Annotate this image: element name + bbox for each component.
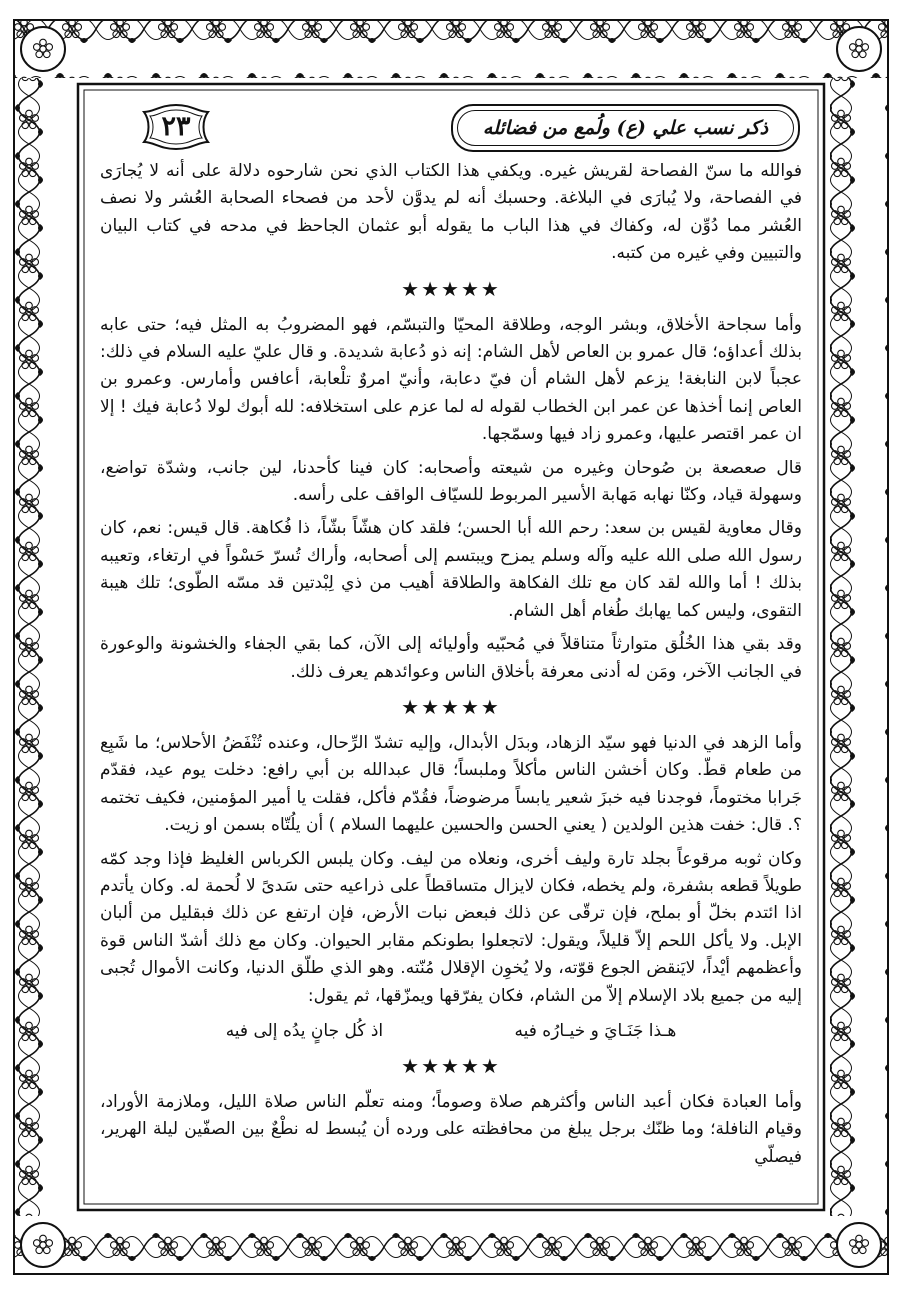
section-separator: ★★★★★: [401, 694, 501, 719]
paragraph: وأما العبادة فكان أعبد الناس وأكثرهم صلاة وصوماً؛ ومنه تعلّم الناس صلاة الليل، وملازمة الأوراد، وقيام النافلة؛ وما ظنّك برجل يبلغ من محافظته على ورده أن يُبسط له نطْعٌ بين الصفّين ليلة الهرير، فيصلّي: [100, 1091, 802, 1167]
paragraph: وكان ثوبه مرقوعاً بجلد تارة وليف أخرى، ونعلاه من ليف. وكان يلبس الكرباس الغليظ فإذا وجد كمّه طويلاً قطعه بشفرة، ولم يخطه، فكان لايزال متساقطاً على ذراعيه حتى سَدىً لا لُحمة له. وكان يأتدم اذا ائتدم بخلّ أو بملح، فإن ترقّى عن ذلك فبعض نبات الأرض، فإن ارتفع عن ذلك فبقليل من ألبان الإبل. ولا يأكل اللحم إلاّ قليلاً، ويقول: لاتجعلوا بطونكم مقابر الحيوان. وكان مع ذلك أشدّ الناس قوة وأعظمهم أيْداً، لايَنقض الجوع قوّته، ولا يُخوِن الإقلال مُنّته. وهو الذي طلّق الدنيا، وكانت الأموال تُجبى إليه من جميع بلاد الإسلام إلاّ من الشام، فكان يفرّقها ويمزّقها، ثم يقول:: [100, 848, 802, 1006]
section-separator: ★★★★★: [401, 276, 501, 301]
paragraph: وأما سجاحة الأخلاق، وبشر الوجه، وطلاقة المحيّا والتبسّم، فهو المضروبُ به المثل فيه؛ حتى عابه بذلك أعداؤه؛ قال عمرو بن العاص لأهل الشام: إنه ذو دُعابة شديدة. و قال عليّ عليه السلام في ذلك: عجباً لابن النابغة! يزعم لأهل الشام أن فيّ دعابة، وأنيّ امروٌ تلْعابة، أعافس وأمارس. وعمرو بن العاص إنما أخذها عن عمر ابن الخطاب لقوله له لما عزم على استخلافه: لله أبوك لولا دُعابة فيك ! إلا ان عمر اقتصر عليها، وعمرو زاد فيها وسمّجها.: [100, 314, 802, 445]
page-header: [100, 102, 800, 154]
verse-first-hemistich: هـذا جَنَـايَ و خيـارُه فيه: [514, 1020, 677, 1041]
paragraph: وأما الزهد في الدنيا فهو سيّد الزهاد، وبدَل الأبدال، وإليه تشدّ الرِّحال، وعنده تُنْفَضُ الأحلاس؛ ما شَبِع من طعام قطّ. وكان أخشن الناس مأكلاً وملبساً؛ قال عبدالله بن أبي رافع: دخلت يوم عيد، فقدّم جَرابا مختوماً، فوجدنا فيه خبزَ شعير يابساً مرضوضاً، فقُدّم فأكل، فقلت يا أمير المؤمنين، فكيف تختمه ؟. قال: خفت هذين الولدين ( يعني الحسن والحسين عليهما السلام ) أن يلُتّاه بسمن او زيت.: [100, 732, 802, 836]
chapter-title: ذكر نسب علي (ع) ولُمع من فضائله: [457, 110, 794, 146]
page-number: ٢٣: [161, 111, 191, 142]
section-separator: ★★★★★: [401, 1053, 501, 1078]
paragraph: وقد بقي هذا الخُلُق متوارثاً متناقلاً في مُحبّيه وأوليائه إلى الآن، كما بقي الجفاء والخشونة والوعورة في الجانب الآخر، ومَن له أدنى معرفة بأخلاق الناس وعوائدهم يعرف ذلك.: [100, 634, 802, 682]
verse-second-hemistich: اذ كُل جانٍ يدُه إلى فيه: [225, 1020, 384, 1041]
paragraph: وقال معاوية لقيس بن سعد: رحم الله أبا الحسن؛ فلقد كان هشّاً بشّاً، ذا فُكاهة. قال قيس: نعم، كان رسول الله صلى الله عليه وآله وسلم يمزح ويبتسم إلى أصحابه، وأراك تُسرّ حَسْواً في ارتغاء، وتعيبه بذلك ! أما والله لقد كان مع تلك الفكاهة والطلاقة أهيب من ذي لِبْدتين قد مسّه الطّوى؛ تلك هيبة التقوى، وليس كما يهابك طُغام أهل الشام.: [100, 518, 802, 621]
paragraph: فوالله ما سنّ الفصاحة لقريش غيره. ويكفي هذا الكتاب الذي نحن شارحوه دلالة على أنه لا يُجارَى في الفصاحة، ولا يُبارَى في البلاغة. وحسبك أنه لم يدوَّن لأحد من فصحاء الصحابة العُشر ولا نصف العُشر مما دُوِّن له، وكفاك في هذا الباب ما يقوله أبو عثمان الجاحظ في مدحه في كتاب البيان والتبيين وفي غيره من كتبه.: [100, 161, 802, 264]
page-number-badge: [140, 102, 212, 152]
chapter-title-plate: [451, 104, 800, 152]
main-text: [100, 158, 802, 1177]
paragraph: قال صعصعة بن صُوحان وغيره من شيعته وأصحابه: كان فينا كأحدنا، لين جانب، وشدّة تواضع، وسهولة قياد، وكنّا نهابه مَهابة الأسير المربوط للسيّاف الواقف على رأسه.: [100, 457, 802, 506]
poetry-verse: [100, 1016, 802, 1046]
